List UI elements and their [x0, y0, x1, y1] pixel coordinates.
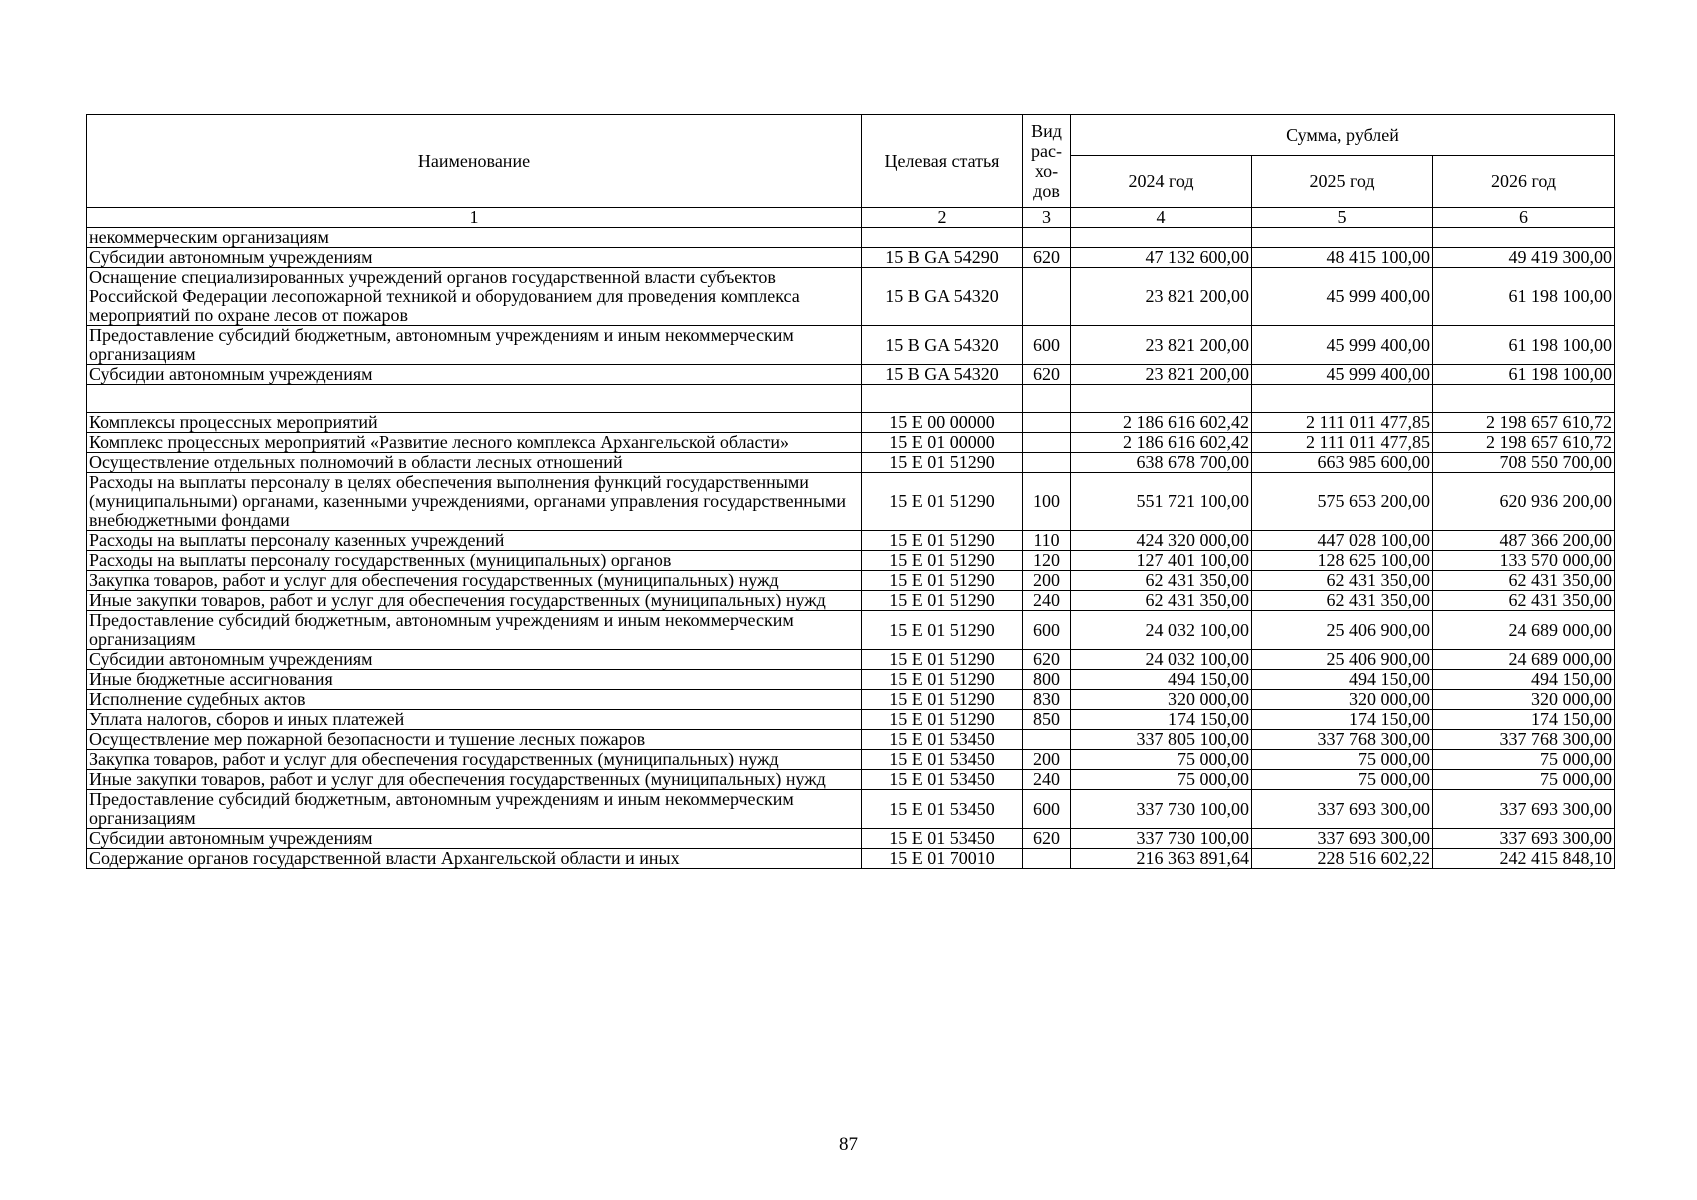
- row-expense-type: [1023, 268, 1071, 326]
- table-row: [87, 365, 1615, 385]
- row-name: Субсидии автономным учреждениям: [87, 248, 862, 268]
- row-expense-type: [1023, 413, 1071, 433]
- row-target-code: [862, 228, 1023, 248]
- row-name: Исполнение судебных актов: [87, 690, 862, 710]
- table-row: [87, 385, 1615, 413]
- row-expense-type: 620: [1023, 365, 1071, 385]
- row-amount-2024: [1071, 228, 1252, 248]
- row-amount-2024: 23 821 200,00: [1071, 268, 1252, 326]
- row-amount-2026: 708 550 700,00: [1433, 453, 1615, 473]
- row-expense-type: 120: [1023, 551, 1071, 571]
- column-number: 5: [1252, 208, 1433, 228]
- row-amount-2026: 2 198 657 610,72: [1433, 433, 1615, 453]
- table-row: [87, 228, 1615, 248]
- row-amount-2024: 75 000,00: [1071, 750, 1252, 770]
- row-target-code: 15 E 01 70010: [862, 849, 1023, 869]
- row-amount-2024: 337 730 100,00: [1071, 829, 1252, 849]
- column-number: 2: [862, 208, 1023, 228]
- row-target-code: 15 E 01 51290: [862, 650, 1023, 670]
- row-amount-2026: 61 198 100,00: [1433, 326, 1615, 365]
- row-expense-type: [1023, 849, 1071, 869]
- row-target-code: 15 E 01 51290: [862, 710, 1023, 730]
- table-row: [87, 650, 1615, 670]
- row-expense-type: 200: [1023, 750, 1071, 770]
- row-amount-2026: 61 198 100,00: [1433, 268, 1615, 326]
- row-amount-2024: 62 431 350,00: [1071, 591, 1252, 611]
- header-type: Вид рас- хо- дов: [1023, 115, 1071, 208]
- row-expense-type: [1023, 730, 1071, 750]
- row-name: Иные закупки товаров, работ и услуг для обеспечения государственных (муниципальных) нужд: [87, 591, 862, 611]
- column-number: 6: [1433, 208, 1615, 228]
- row-amount-2026: 24 689 000,00: [1433, 611, 1615, 650]
- table-body: [87, 228, 1615, 869]
- row-amount-2025: 337 768 300,00: [1252, 730, 1433, 750]
- row-amount-2025: 128 625 100,00: [1252, 551, 1433, 571]
- row-amount-2024: 174 150,00: [1071, 710, 1252, 730]
- row-target-code: 15 E 01 51290: [862, 571, 1023, 591]
- row-expense-type: 800: [1023, 670, 1071, 690]
- row-amount-2026: [1433, 385, 1615, 413]
- row-amount-2024: [1071, 385, 1252, 413]
- row-amount-2026: 61 198 100,00: [1433, 365, 1615, 385]
- row-amount-2024: 23 821 200,00: [1071, 365, 1252, 385]
- row-name: Расходы на выплаты персоналу казенных учреждений: [87, 531, 862, 551]
- row-name: Закупка товаров, работ и услуг для обеспечения государственных (муниципальных) нужд: [87, 571, 862, 591]
- table-row: [87, 473, 1615, 531]
- row-amount-2025: 25 406 900,00: [1252, 650, 1433, 670]
- row-name: Комплексы процессных мероприятий: [87, 413, 862, 433]
- row-amount-2024: 62 431 350,00: [1071, 571, 1252, 591]
- row-amount-2024: 320 000,00: [1071, 690, 1252, 710]
- table-row: [87, 750, 1615, 770]
- row-amount-2025: 575 653 200,00: [1252, 473, 1433, 531]
- row-expense-type: 600: [1023, 611, 1071, 650]
- row-target-code: 15 B GA 54290: [862, 248, 1023, 268]
- row-name: Осуществление отдельных полномочий в области лесных отношений: [87, 453, 862, 473]
- page-number: 87: [839, 1134, 858, 1155]
- row-target-code: 15 E 01 53450: [862, 790, 1023, 829]
- column-numbers-row: [87, 208, 1615, 228]
- row-amount-2026: [1433, 228, 1615, 248]
- row-amount-2024: 216 363 891,64: [1071, 849, 1252, 869]
- row-expense-type: 600: [1023, 790, 1071, 829]
- row-amount-2026: 75 000,00: [1433, 770, 1615, 790]
- row-target-code: 15 E 01 53450: [862, 750, 1023, 770]
- row-amount-2026: 487 366 200,00: [1433, 531, 1615, 551]
- table-row: [87, 710, 1615, 730]
- row-expense-type: [1023, 385, 1071, 413]
- row-amount-2024: 2 186 616 602,42: [1071, 433, 1252, 453]
- row-target-code: 15 B GA 54320: [862, 326, 1023, 365]
- budget-table: [86, 114, 1615, 869]
- row-amount-2025: 174 150,00: [1252, 710, 1433, 730]
- table-row: [87, 551, 1615, 571]
- row-amount-2024: 424 320 000,00: [1071, 531, 1252, 551]
- row-name: Иные закупки товаров, работ и услуг для обеспечения государственных (муниципальных) нужд: [87, 770, 862, 790]
- column-number: 1: [87, 208, 862, 228]
- row-amount-2026: 133 570 000,00: [1433, 551, 1615, 571]
- row-amount-2025: 62 431 350,00: [1252, 591, 1433, 611]
- row-expense-type: 110: [1023, 531, 1071, 551]
- row-amount-2025: 337 693 300,00: [1252, 829, 1433, 849]
- row-amount-2025: 45 999 400,00: [1252, 326, 1433, 365]
- row-target-code: 15 E 01 53450: [862, 829, 1023, 849]
- row-amount-2026: 62 431 350,00: [1433, 591, 1615, 611]
- header-year-2024: 2024 год: [1071, 156, 1252, 208]
- row-name: Осуществление мер пожарной безопасности и тушение лесных пожаров: [87, 730, 862, 750]
- row-amount-2024: 2 186 616 602,42: [1071, 413, 1252, 433]
- row-amount-2025: 62 431 350,00: [1252, 571, 1433, 591]
- row-name: Уплата налогов, сборов и иных платежей: [87, 710, 862, 730]
- row-amount-2026: 337 693 300,00: [1433, 829, 1615, 849]
- row-name: некоммерческим организациям: [87, 228, 862, 248]
- table-row: [87, 790, 1615, 829]
- table-row: [87, 571, 1615, 591]
- row-amount-2025: 25 406 900,00: [1252, 611, 1433, 650]
- column-number: 4: [1071, 208, 1252, 228]
- row-amount-2025: 320 000,00: [1252, 690, 1433, 710]
- row-expense-type: 620: [1023, 248, 1071, 268]
- row-amount-2026: 2 198 657 610,72: [1433, 413, 1615, 433]
- row-target-code: 15 E 01 53450: [862, 770, 1023, 790]
- row-amount-2025: 663 985 600,00: [1252, 453, 1433, 473]
- row-name: Комплекс процессных мероприятий «Развитие лесного комплекса Архангельской области»: [87, 433, 862, 453]
- row-amount-2025: [1252, 228, 1433, 248]
- row-amount-2025: 75 000,00: [1252, 770, 1433, 790]
- row-target-code: 15 E 01 51290: [862, 690, 1023, 710]
- row-amount-2026: 337 768 300,00: [1433, 730, 1615, 750]
- row-amount-2026: 49 419 300,00: [1433, 248, 1615, 268]
- row-amount-2024: 638 678 700,00: [1071, 453, 1252, 473]
- table-row: [87, 730, 1615, 750]
- table-row: [87, 326, 1615, 365]
- row-amount-2025: 75 000,00: [1252, 750, 1433, 770]
- row-target-code: 15 E 01 51290: [862, 453, 1023, 473]
- row-amount-2025: 2 111 011 477,85: [1252, 413, 1433, 433]
- table-row: [87, 849, 1615, 869]
- row-target-code: 15 E 01 51290: [862, 473, 1023, 531]
- row-name: Иные бюджетные ассигнования: [87, 670, 862, 690]
- row-expense-type: 240: [1023, 591, 1071, 611]
- table-header: [87, 115, 1615, 228]
- row-expense-type: 620: [1023, 829, 1071, 849]
- row-name: Расходы на выплаты персоналу государственных (муниципальных) органов: [87, 551, 862, 571]
- header-year-2026: 2026 год: [1433, 156, 1615, 208]
- row-expense-type: [1023, 433, 1071, 453]
- row-expense-type: 600: [1023, 326, 1071, 365]
- row-target-code: 15 E 01 00000: [862, 433, 1023, 453]
- row-amount-2024: 551 721 100,00: [1071, 473, 1252, 531]
- header-target: Целевая статья: [862, 115, 1023, 208]
- row-amount-2026: 62 431 350,00: [1433, 571, 1615, 591]
- column-number: 3: [1023, 208, 1071, 228]
- row-expense-type: [1023, 228, 1071, 248]
- row-target-code: 15 E 01 51290: [862, 611, 1023, 650]
- row-amount-2025: 45 999 400,00: [1252, 365, 1433, 385]
- row-amount-2024: 75 000,00: [1071, 770, 1252, 790]
- row-target-code: 15 E 01 51290: [862, 551, 1023, 571]
- row-target-code: [862, 385, 1023, 413]
- row-target-code: 15 E 01 53450: [862, 730, 1023, 750]
- row-target-code: 15 B GA 54320: [862, 365, 1023, 385]
- row-expense-type: 200: [1023, 571, 1071, 591]
- table-row: [87, 829, 1615, 849]
- row-amount-2024: 494 150,00: [1071, 670, 1252, 690]
- row-amount-2024: 24 032 100,00: [1071, 650, 1252, 670]
- row-name: Предоставление субсидий бюджетным, автономным учреждениям и иным некоммерческим организациям: [87, 326, 862, 365]
- row-amount-2024: 337 730 100,00: [1071, 790, 1252, 829]
- row-amount-2024: 337 805 100,00: [1071, 730, 1252, 750]
- row-amount-2025: 228 516 602,22: [1252, 849, 1433, 869]
- row-amount-2026: 242 415 848,10: [1433, 849, 1615, 869]
- row-target-code: 15 B GA 54320: [862, 268, 1023, 326]
- table-row: [87, 413, 1615, 433]
- row-amount-2026: 24 689 000,00: [1433, 650, 1615, 670]
- row-target-code: 15 E 01 51290: [862, 531, 1023, 551]
- row-amount-2024: 47 132 600,00: [1071, 248, 1252, 268]
- row-target-code: 15 E 00 00000: [862, 413, 1023, 433]
- row-amount-2025: 494 150,00: [1252, 670, 1433, 690]
- table-row: [87, 770, 1615, 790]
- row-target-code: 15 E 01 51290: [862, 591, 1023, 611]
- row-amount-2026: 337 693 300,00: [1433, 790, 1615, 829]
- row-amount-2025: 48 415 100,00: [1252, 248, 1433, 268]
- row-amount-2026: 174 150,00: [1433, 710, 1615, 730]
- row-amount-2024: 24 032 100,00: [1071, 611, 1252, 650]
- row-amount-2024: 127 401 100,00: [1071, 551, 1252, 571]
- row-amount-2026: 494 150,00: [1433, 670, 1615, 690]
- row-amount-2025: 2 111 011 477,85: [1252, 433, 1433, 453]
- row-expense-type: [1023, 453, 1071, 473]
- row-name: Оснащение специализированных учреждений органов государственной власти субъектов Российской Федерации лесопожарной техникой и оборудованием для проведения комплекса мероприятий по охране лесов от пожаров: [87, 268, 862, 326]
- table-row: [87, 591, 1615, 611]
- row-expense-type: 240: [1023, 770, 1071, 790]
- row-name: [87, 385, 862, 413]
- header-year-2025: 2025 год: [1252, 156, 1433, 208]
- row-amount-2025: [1252, 385, 1433, 413]
- table-row: [87, 433, 1615, 453]
- row-amount-2024: 23 821 200,00: [1071, 326, 1252, 365]
- table-row: [87, 453, 1615, 473]
- row-name: Предоставление субсидий бюджетным, автономным учреждениям и иным некоммерческим организациям: [87, 611, 862, 650]
- table-row: [87, 248, 1615, 268]
- table-row: [87, 268, 1615, 326]
- row-amount-2026: 620 936 200,00: [1433, 473, 1615, 531]
- row-name: Субсидии автономным учреждениям: [87, 650, 862, 670]
- row-name: Содержание органов государственной власти Архангельской области и иных: [87, 849, 862, 869]
- row-amount-2025: 447 028 100,00: [1252, 531, 1433, 551]
- row-expense-type: 100: [1023, 473, 1071, 531]
- table-row: [87, 670, 1615, 690]
- row-expense-type: 830: [1023, 690, 1071, 710]
- table-row: [87, 611, 1615, 650]
- row-target-code: 15 E 01 51290: [862, 670, 1023, 690]
- row-expense-type: 620: [1023, 650, 1071, 670]
- row-name: Закупка товаров, работ и услуг для обеспечения государственных (муниципальных) нужд: [87, 750, 862, 770]
- row-name: Предоставление субсидий бюджетным, автономным учреждениям и иным некоммерческим организациям: [87, 790, 862, 829]
- row-name: Субсидии автономным учреждениям: [87, 829, 862, 849]
- row-amount-2025: 45 999 400,00: [1252, 268, 1433, 326]
- row-amount-2026: 75 000,00: [1433, 750, 1615, 770]
- row-amount-2025: 337 693 300,00: [1252, 790, 1433, 829]
- header-name: Наименование: [87, 115, 862, 208]
- row-name: Расходы на выплаты персоналу в целях обеспечения выполнения функций государственными (муниципальными) органами, казенными учреждениями, органами управления государственными внебюджетными фондами: [87, 473, 862, 531]
- row-expense-type: 850: [1023, 710, 1071, 730]
- table-row: [87, 690, 1615, 710]
- row-amount-2026: 320 000,00: [1433, 690, 1615, 710]
- header-sum: Сумма, рублей: [1071, 115, 1615, 156]
- row-name: Субсидии автономным учреждениям: [87, 365, 862, 385]
- table-row: [87, 531, 1615, 551]
